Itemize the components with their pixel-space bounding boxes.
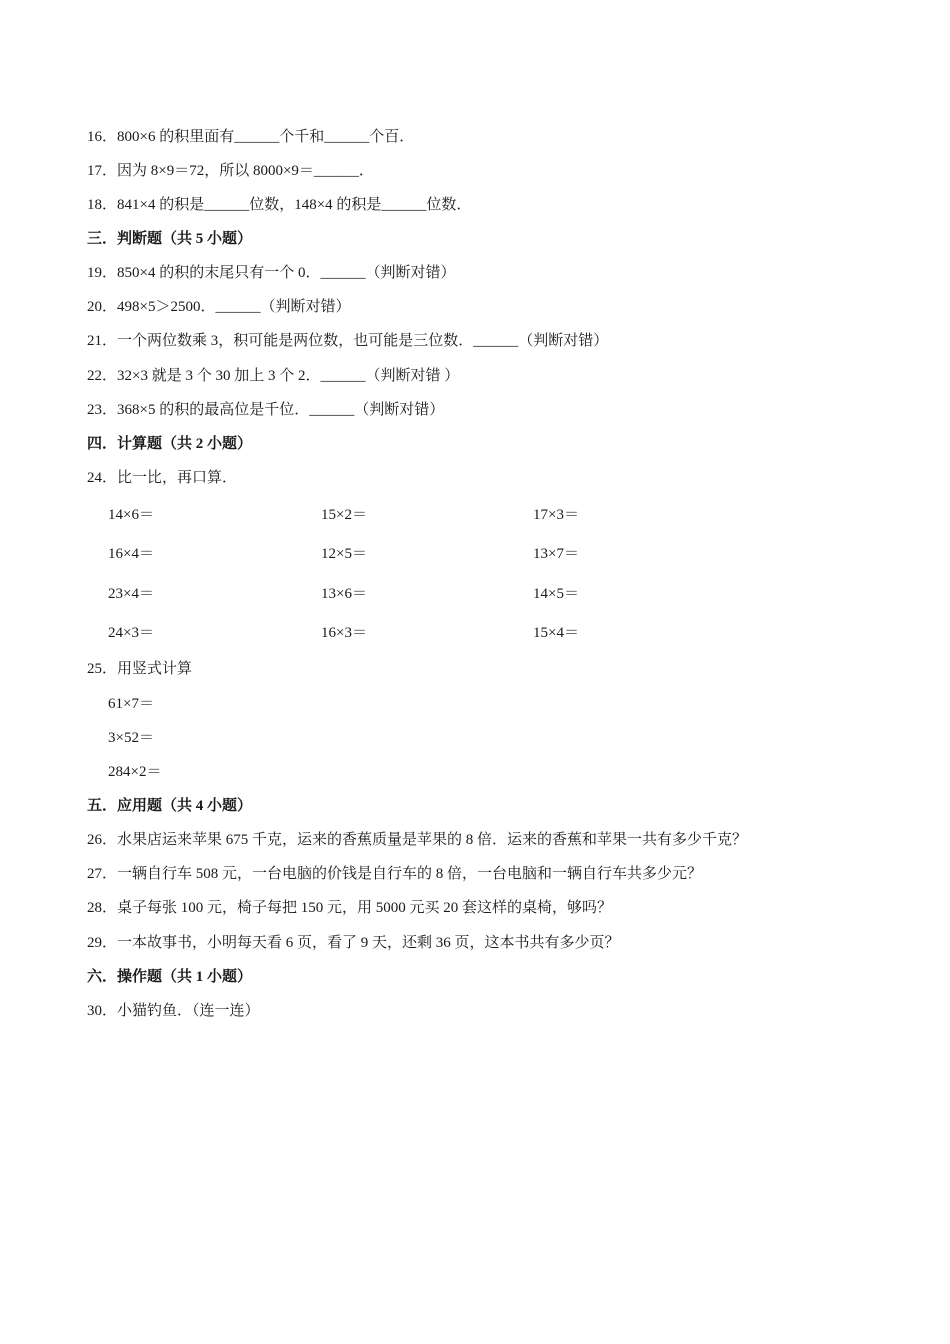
calc-item: 13×6＝ <box>321 586 367 602</box>
question-18: 18．841×4 的积是______位数，148×4 的积是______位数． <box>87 197 472 213</box>
calc-item: 14×5＝ <box>533 586 579 602</box>
vertical-calc-item: 61×7＝ <box>108 696 154 712</box>
section-5-heading: 五．应用题（共 4 小题） <box>87 798 253 814</box>
question-19: 19．850×4 的积的末尾只有一个 0．______（判断对错） <box>87 265 456 281</box>
calc-item: 16×4＝ <box>108 546 154 562</box>
question-24: 24．比一比，再口算． <box>87 470 238 486</box>
question-17: 17．因为 8×9＝72，所以 8000×9＝______． <box>87 163 374 179</box>
question-27: 27．一辆自行车 508 元，一台电脑的价钱是自行车的 8 倍，一台电脑和一辆自行车共多少元？ <box>87 866 703 882</box>
question-26: 26．水果店运来苹果 675 千克，运来的香蕉质量是苹果的 8 倍．运来的香蕉和苹果一共有多少千克？ <box>87 832 748 848</box>
vertical-calc-item: 284×2＝ <box>108 764 162 780</box>
calc-item: 17×3＝ <box>533 507 579 523</box>
question-25: 25．用竖式计算 <box>87 661 193 677</box>
calc-item: 15×2＝ <box>321 507 367 523</box>
calc-item: 24×3＝ <box>108 625 154 641</box>
question-16: 16．800×6 的积里面有______个千和______个百． <box>87 129 415 145</box>
section-3-heading: 三．判断题（共 5 小题） <box>87 231 253 247</box>
calc-item: 23×4＝ <box>108 586 154 602</box>
calc-item: 15×4＝ <box>533 625 579 641</box>
question-30: 30．小猫钓鱼．（连一连） <box>87 1003 260 1019</box>
calc-item: 14×6＝ <box>108 507 154 523</box>
question-20: 20．498×5＞2500．______（判断对错） <box>87 299 351 315</box>
calc-item: 12×5＝ <box>321 546 367 562</box>
question-21: 21．一个两位数乘 3，积可能是两位数，也可能是三位数．______（判断对错） <box>87 333 609 349</box>
section-6-heading: 六．操作题（共 1 小题） <box>87 969 253 985</box>
calc-item: 13×7＝ <box>533 546 579 562</box>
vertical-calc-item: 3×52＝ <box>108 730 154 746</box>
section-4-heading: 四．计算题（共 2 小题） <box>87 436 253 452</box>
question-22: 22．32×3 就是 3 个 30 加上 3 个 2．______（判断对错 ） <box>87 368 460 384</box>
question-23: 23．368×5 的积的最高位是千位．______（判断对错） <box>87 402 445 418</box>
question-28: 28．桌子每张 100 元，椅子每把 150 元，用 5000 元买 20 套这样的桌椅，够吗？ <box>87 900 613 916</box>
calc-item: 16×3＝ <box>321 625 367 641</box>
question-29: 29．一本故事书，小明每天看 6 页，看了 9 天，还剩 36 页，这本书共有多少页？ <box>87 935 620 951</box>
